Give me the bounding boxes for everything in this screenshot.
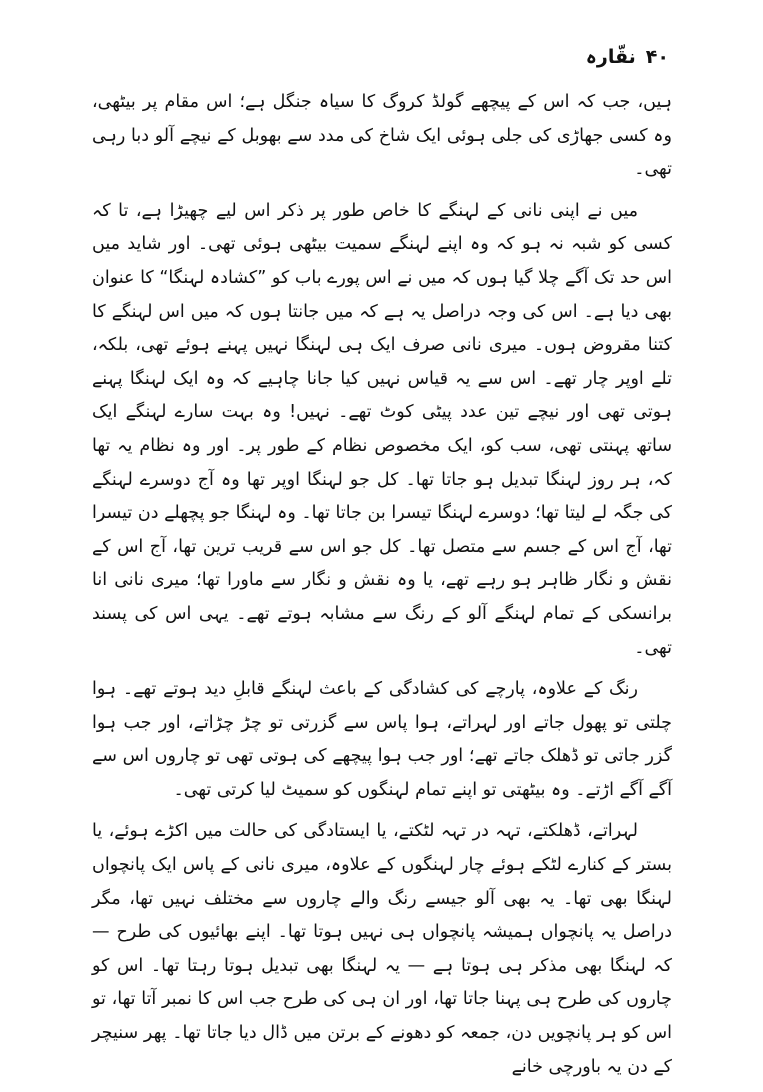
paragraph-1: ہیں، جب کہ اس کے پیچھے گولڈ کروگ کا سیاہ جنگل ہے؛ اس مقام پر بیٹھی، وہ کسی جھاڑی کی جلی ہوئی ایک شاخ کی مدد سے بھوبل کے نیچے آلو دبا رہی تھی۔ <box>92 92 672 180</box>
paragraph-2: میں نے اپنی نانی کے لہنگے کا خاص طور پر ذکر اس لیے چھیڑا ہے، تا کہ کسی کو شبہ نہ ہو کہ وہ اپنے لہنگے سمیت بیٹھی ہوئی تھی۔ اور شاید میں اس حد تک آگے چلا گیا ہوں کہ میں نے اس پورے باب کو ”کشادہ لہنگا“ کا عنوان بھی دیا ہے۔ اس کی وجہ دراصل یہ ہے کہ میں جانتا ہوں کہ میں اس لہنگے کا کتنا مقروض ہوں۔ میری نانی صرف ایک ہی لہنگا نہیں پہنے ہوئے تھی، بلکہ، تلے اوپر چار تھے۔ اس سے یہ قیاس نہیں کیا جانا چاہیے کہ وہ ایک لہنگا پہنے ہوتی تھی اور نیچے تین عدد پیٹی کوٹ تھے۔ نہیں! وہ بہت سارے لہنگے ایک ساتھ پہنتی تھی، سب کو، ایک مخصوص نظام کے طور پر۔ اور وہ نظام یہ تھا کہ، ہر روز لہنگا تبدیل ہو جاتا تھا۔ کل جو لہنگا اوپر تھا وہ آج دوسرے لہنگے کی جگہ لے لیتا تھا؛ دوسرے لہنگا تیسرا بن جاتا تھا۔ وہ لہنگا جو پچھلے دن تیسرا تھا، آج اس کے جسم سے متصل تھا۔ کل جو اس سے قریب ترین تھا، آج اس کے نقش و نگار ظاہر ہو رہے تھے، یا وہ نقش و نگار سے ماورا تھا؛ میری نانی انا برانسکی کے تمام لہنگے آلو کے رنگ سے مشابہ ہوتے تھے۔ یہی اس کی پسند تھی۔ <box>92 200 672 658</box>
page-header <box>586 46 669 68</box>
body-text <box>92 86 672 1092</box>
page-number: ۴۰ <box>645 46 669 68</box>
running-title: نقّارہ <box>585 46 636 68</box>
paragraph-4: لہراتے، ڈھلکتے، تہہ در تہہ لٹکتے، یا ایستادگی کی حالت میں اکڑے ہوئے، یا بستر کے کنارے لٹکے ہوئے چار لہنگوں کے علاوہ، میری نانی کے پاس ایک پانچواں لہنگا بھی تھا۔ یہ بھی آلو جیسے رنگ والے چاروں سے مختلف نہیں تھا، مگر دراصل یہ پانچواں ہمیشہ پانچواں ہی نہیں ہوتا تھا۔ اپنے بھائیوں کی طرح — کہ لہنگا بھی مذکر ہی ہوتا ہے — یہ لہنگا بھی تبدیل ہوتا رہتا تھا۔ اس کو چاروں کی طرح ہی پہنا جاتا تھا، اور ان ہی کی طرح جب اس کا نمبر آتا تھا، تو اس کو ہر پانچویں دن، جمعہ کو دھونے کے برتن میں ڈال دیا جاتا تھا۔ پھر سنیچر کے دن یہ باورچی خانے <box>92 821 672 1077</box>
paragraph-3: رنگ کے علاوہ، پارچے کی کشادگی کے باعث لہنگے قابلِ دید ہوتے تھے۔ ہوا چلتی تو پھول جاتے اور لہراتے، ہوا پاس سے گزرتی تو چڑ چڑاتے، اور جب ہوا گزر جاتی تو ڈھلک جاتے تھے؛ اور جب ہوا پیچھے کی ہوتی تھی تو چاروں اس سے آگے آگے اڑتے۔ وہ بیٹھتی تو اپنے تمام لہنگوں کو سمیٹ لیا کرتی تھی۔ <box>92 679 672 800</box>
